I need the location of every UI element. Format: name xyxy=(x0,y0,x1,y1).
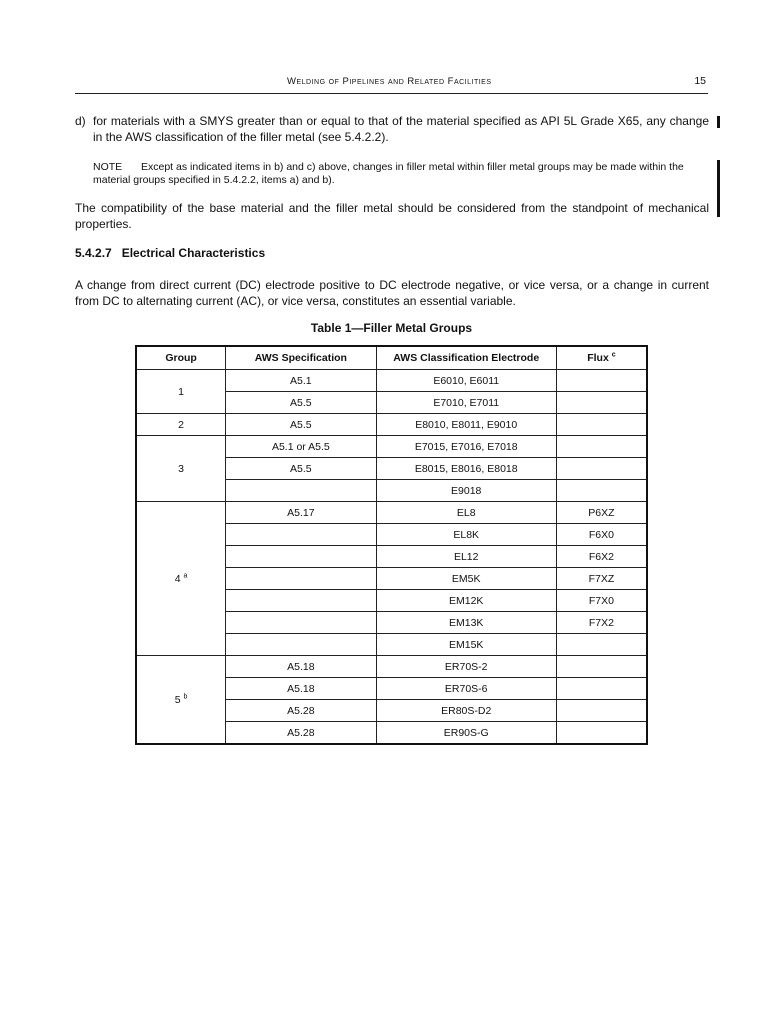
flux-cell xyxy=(556,700,647,722)
note-label: NOTE xyxy=(93,161,123,173)
spec-cell xyxy=(226,590,376,612)
spec-cell xyxy=(226,546,376,568)
electrode-cell: EM12K xyxy=(376,590,556,612)
flux-cell: P6XZ xyxy=(556,502,647,524)
page-number: 15 xyxy=(694,75,706,87)
electrode-cell: E8010, E8011, E9010 xyxy=(376,414,556,436)
footnote-ref: c xyxy=(611,351,616,359)
group-cell xyxy=(136,656,226,745)
flux-cell xyxy=(556,370,647,392)
group-label: 3 xyxy=(178,462,184,475)
flux-cell xyxy=(556,458,647,480)
list-marker: d) xyxy=(75,114,86,128)
change-bar xyxy=(717,116,720,128)
electrode-cell: E9018 xyxy=(376,480,556,502)
spec-cell xyxy=(226,612,376,634)
table-row xyxy=(136,656,647,678)
flux-cell: F6X2 xyxy=(556,546,647,568)
flux-cell xyxy=(556,414,647,436)
spec-cell xyxy=(226,524,376,546)
electrode-cell: E8015, E8016, E8018 xyxy=(376,458,556,480)
spec-cell: A5.5 xyxy=(226,392,376,414)
table-row xyxy=(136,502,647,524)
flux-cell xyxy=(556,436,647,458)
spec-cell: A5.17 xyxy=(226,502,376,524)
spec-cell: A5.28 xyxy=(226,722,376,745)
spec-cell: A5.18 xyxy=(226,656,376,678)
table-header-row xyxy=(136,346,647,370)
flux-cell xyxy=(556,678,647,700)
flux-cell xyxy=(556,722,647,745)
footnote-ref: a xyxy=(183,572,188,579)
flux-cell xyxy=(556,480,647,502)
group-cell xyxy=(136,414,226,436)
flux-cell xyxy=(556,656,647,678)
electrode-cell: EL12 xyxy=(376,546,556,568)
table-row xyxy=(136,370,647,392)
spec-cell xyxy=(226,568,376,590)
group-label: 4 xyxy=(174,572,181,585)
note xyxy=(93,161,709,187)
section-number: 5.4.2.7 xyxy=(75,246,112,260)
flux-cell: F7X0 xyxy=(556,590,647,612)
header-flux xyxy=(556,346,647,370)
change-bar xyxy=(717,160,720,217)
group-label: 5 xyxy=(174,693,181,706)
electrode-cell: EL8K xyxy=(376,524,556,546)
header-aws-classification: AWS Classification Electrode xyxy=(376,346,556,370)
electrode-cell: ER70S-6 xyxy=(376,678,556,700)
spec-cell: A5.1 or A5.5 xyxy=(226,436,376,458)
running-title: Welding of Pipelines and Related Facilities xyxy=(287,76,492,87)
header-group: Group xyxy=(136,346,226,370)
header-aws-specification: AWS Specification xyxy=(226,346,376,370)
filler-metal-table xyxy=(135,345,648,745)
flux-cell xyxy=(556,634,647,656)
table-row xyxy=(136,414,647,436)
table-row xyxy=(136,436,647,458)
electrode-cell: ER90S-G xyxy=(376,722,556,745)
header-flux-label: Flux xyxy=(587,352,609,364)
electrode-cell: E7010, E7011 xyxy=(376,392,556,414)
group-cell xyxy=(136,436,226,502)
electrode-cell: ER70S-2 xyxy=(376,656,556,678)
section-title: Electrical Characteristics xyxy=(121,246,266,260)
electrode-cell: EL8 xyxy=(376,502,556,524)
spec-cell: A5.18 xyxy=(226,678,376,700)
spec-cell: A5.5 xyxy=(226,458,376,480)
spec-cell: A5.5 xyxy=(226,414,376,436)
group-label: 1 xyxy=(178,385,184,398)
flux-cell: F7X2 xyxy=(556,612,647,634)
note-text: Except as indicated items in b) and c) above, changes in filler metal within filler metal groups may be made within the material groups specified in 5.4.2.2, items a) and b). xyxy=(93,161,684,186)
section-heading xyxy=(75,246,265,260)
flux-cell xyxy=(556,392,647,414)
electrode-cell: E6010, E6011 xyxy=(376,370,556,392)
electrode-cell: E7015, E7016, E7018 xyxy=(376,436,556,458)
flux-cell: F6X0 xyxy=(556,524,647,546)
flux-cell: F7XZ xyxy=(556,568,647,590)
electrode-cell: ER80S-D2 xyxy=(376,700,556,722)
electrode-cell: EM13K xyxy=(376,612,556,634)
spec-cell: A5.1 xyxy=(226,370,376,392)
list-item-text: for materials with a SMYS greater than or equal to that of the material specified as API 5L Grade X65, any change in the AWS classification of the filler metal (see 5.4.2.2). xyxy=(93,114,709,144)
spec-cell xyxy=(226,634,376,656)
spec-cell xyxy=(226,480,376,502)
spec-cell: A5.28 xyxy=(226,700,376,722)
paragraph: A change from direct current (DC) electrode positive to DC electrode negative, or vice versa, or a change in current from DC to alternating current (AC), or vice versa, constitutes an essential variable. xyxy=(75,278,709,308)
running-header xyxy=(75,73,708,94)
group-label: 2 xyxy=(178,418,184,431)
electrode-cell: EM15K xyxy=(376,634,556,656)
electrode-cell: EM5K xyxy=(376,568,556,590)
paragraph: The compatibility of the base material and the filler metal should be considered from the standpoint of mechanical properties. xyxy=(75,201,709,231)
footnote-ref: b xyxy=(183,693,188,700)
table-title: Table 1—Filler Metal Groups xyxy=(310,321,473,335)
group-cell xyxy=(136,502,226,656)
group-cell xyxy=(136,370,226,414)
